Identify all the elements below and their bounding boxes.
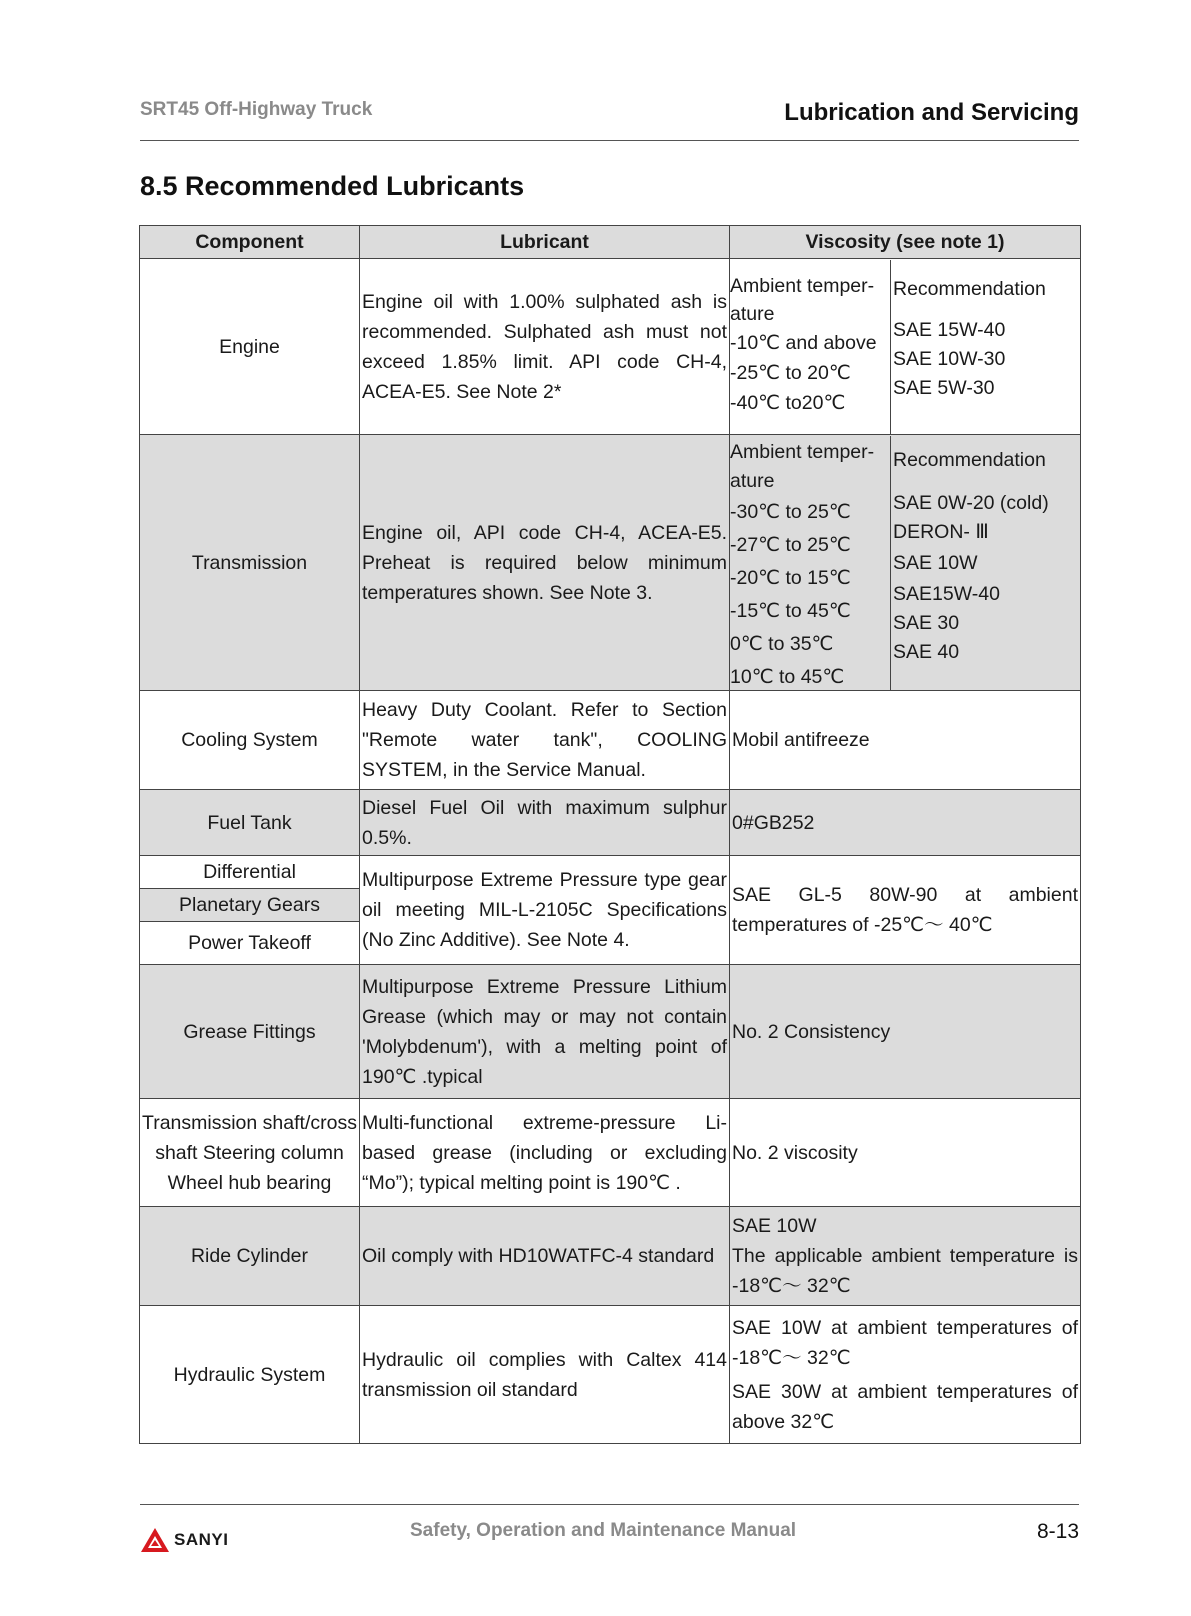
header-component: Component (140, 226, 360, 259)
table-row-shaft (140, 1099, 1081, 1207)
component-cell: Fuel Tank (140, 790, 360, 856)
component-cell: Hydraulic System (140, 1306, 360, 1444)
viscosity-cell (730, 435, 1081, 691)
viscosity-cell: SAE GL-5 80W-90 at ambient temperatures of -25℃～ 40℃ (730, 856, 1081, 965)
lubricant-cell: Diesel Fuel Oil with maximum sulphur 0.5%. (360, 790, 730, 856)
component-cell: Transmission (140, 435, 360, 691)
lubricant-cell: Heavy Duty Coolant. Refer to Section "Remote water tank", COOLING SYSTEM, in the Service Manual. (360, 691, 730, 790)
lubricant-cell: Hydraulic oil complies with Caltex 414 transmission oil standard (360, 1306, 730, 1444)
temp-range: -27℃ to 25℃ (730, 533, 851, 556)
viscosity-cell: 0#GB252 (730, 790, 1081, 856)
recommendation-header: Recommendation (893, 448, 1046, 471)
header-lubricant: Lubricant (360, 226, 730, 259)
component-cell: Power Takeoff (140, 922, 360, 965)
ambient-column (728, 260, 891, 434)
temp-range: 0℃ to 35℃ (730, 632, 834, 655)
viscosity-cell (730, 259, 1081, 435)
recommendation-header: Recommendation (893, 277, 1046, 300)
page-number: 8-13 (1036, 1520, 1079, 1543)
document-title: SRT45 Off-Highway Truck (140, 99, 373, 120)
temp-range: -10℃ and above (730, 331, 877, 354)
component-cell: Cooling System (140, 691, 360, 790)
table-row-differential (140, 856, 1081, 889)
manual-title: Safety, Operation and Maintenance Manual (410, 1520, 797, 1541)
table-row-hydraulic (140, 1306, 1081, 1444)
section-title: 8.5 Recommended Lubricants (140, 171, 525, 201)
table-row-cooling (140, 691, 1081, 790)
oil-grade: SAE 10W-30 (893, 347, 1006, 370)
recommendation-column (891, 260, 1082, 434)
component-cell: Ride Cylinder (140, 1207, 360, 1306)
brand-name: SANYI (174, 1530, 229, 1549)
viscosity-cell (730, 1207, 1081, 1306)
ambient-header: Ambient temper-ature (730, 440, 875, 492)
oil-grade: SAE 40 (893, 640, 960, 663)
component-cell: Planetary Gears (140, 889, 360, 922)
table-header-row (140, 226, 1081, 259)
table-row-engine (140, 259, 1081, 435)
temp-range: -25℃ to 20℃ (730, 361, 851, 384)
oil-grade: SAE 10W (893, 551, 978, 574)
temp-range: -30℃ to 25℃ (730, 500, 851, 523)
viscosity-grade: SAE 10W (732, 1215, 817, 1237)
oil-grade: SAE 15W-40 (893, 318, 1006, 341)
viscosity-cell: No. 2 Consistency (730, 965, 1081, 1099)
lubricants-table (139, 225, 1081, 1444)
table-row-grease (140, 965, 1081, 1099)
lubricant-cell: Engine oil with 1.00% sulphated ash is recommended. Sulphated ash must not exceed 1.85% limit. API code CH-4, ACEA-E5. See Note 2* (360, 259, 730, 435)
table-row-transmission (140, 435, 1081, 691)
temp-range: -15℃ to 45℃ (730, 599, 851, 622)
viscosity-cell: Mobil antifreeze (730, 691, 1081, 790)
chapter-title: Lubrication and Servicing (784, 99, 1079, 126)
oil-grade: DERON- Ⅲ (893, 520, 989, 543)
table-row-ride-cylinder (140, 1207, 1081, 1306)
viscosity-cell (730, 1306, 1081, 1444)
viscosity-note: The applicable ambient temperature is -18℃～ 32℃ (732, 1245, 1078, 1297)
ambient-header: Ambient temper-ature (730, 274, 875, 325)
component-cell: Differential (140, 856, 360, 889)
oil-grade: SAE 5W-30 (893, 376, 995, 399)
oil-grade: SAE 30 (893, 611, 960, 634)
sanyi-logo (140, 1527, 228, 1553)
lubricant-cell: Oil comply with HD10WATFC-4 standard (360, 1207, 730, 1306)
lubricant-cell: Multipurpose Extreme Pressure type gear oil meeting MIL-L-2105C Specifications (No Zinc Additive). See Note 4. (360, 856, 730, 965)
lubricant-cell: Multi-functional extreme-pressure Li-based grease (including or excluding “Mo”); typical melting point is 190℃ . (360, 1099, 730, 1207)
viscosity-line: SAE 10W at ambient temperatures of -18℃～ 32℃ (732, 1316, 1078, 1369)
viscosity-line: SAE 30W at ambient temperatures of above 32℃ (732, 1380, 1078, 1433)
component-cell: Engine (140, 259, 360, 435)
viscosity-cell: No. 2 viscosity (730, 1099, 1081, 1207)
table-row-fuel (140, 790, 1081, 856)
temp-range: -40℃ to20℃ (730, 391, 846, 414)
header-divider (140, 140, 1079, 141)
header-viscosity: Viscosity (see note 1) (730, 226, 1081, 259)
oil-grade: SAE 0W-20 (cold) (893, 491, 1049, 514)
temp-range: -20℃ to 15℃ (730, 566, 851, 589)
lubricant-cell: Multipurpose Extreme Pressure Lithium Grease (which may or may not contain 'Molybdenum'), with a melting point of 190℃ .typical (360, 965, 730, 1099)
footer-divider (140, 1504, 1079, 1505)
component-cell: Transmission shaft/cross shaft Steering column Wheel hub bearing (140, 1099, 360, 1207)
recommendation-column (891, 436, 1082, 690)
component-cell: Grease Fittings (140, 965, 360, 1099)
oil-grade: SAE15W-40 (893, 582, 1000, 605)
lubricant-cell: Engine oil, API code CH-4, ACEA-E5. Preheat is required below minimum temperatures shown. See Note 3. (360, 435, 730, 691)
sanyi-logo-icon (140, 1527, 170, 1553)
temp-range: 10℃ to 45℃ (730, 665, 845, 688)
ambient-column (728, 436, 891, 690)
